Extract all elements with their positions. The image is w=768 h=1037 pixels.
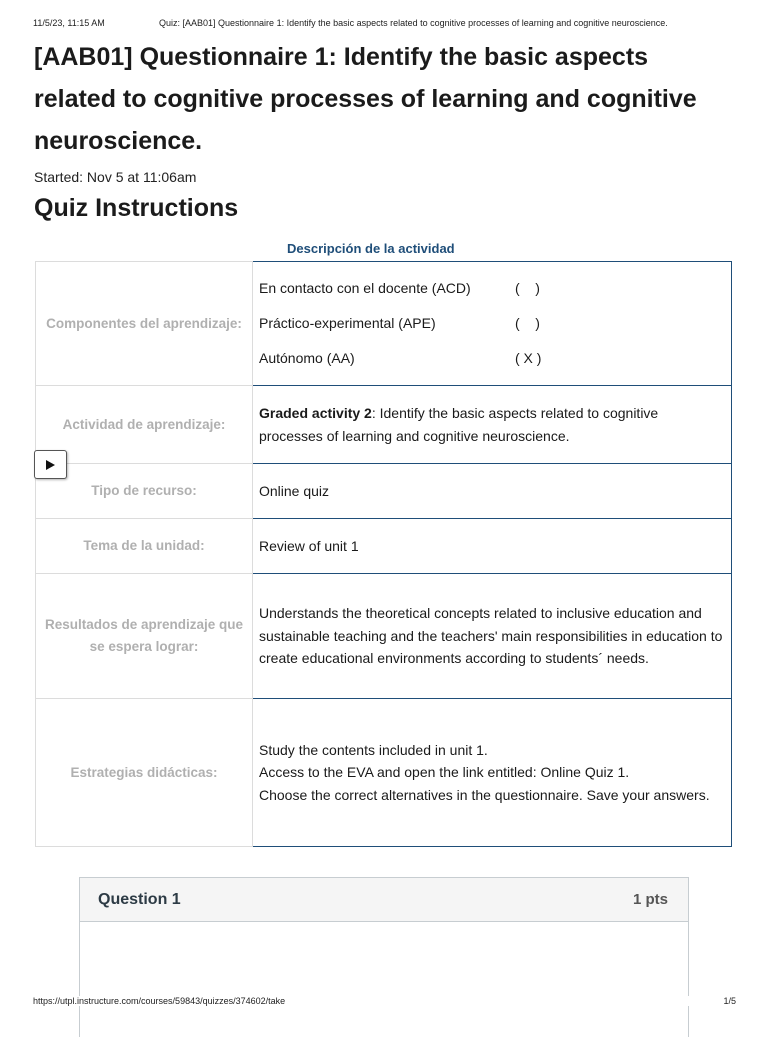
table-row [36,386,732,464]
tipo-value: Online quiz [253,464,732,519]
estrategias-label: Estrategias didácticas: [36,699,253,847]
component-item-mark: ( ) [515,315,540,332]
component-item [259,306,725,341]
actividad-text: : Identify the basic aspects related to cognitive processes of learning and cognitive neuroscience. [259,405,659,444]
print-url: https://utpl.instructure.com/courses/59843/quizzes/374602/take [33,996,286,1006]
strategy-item: Choose the correct alternatives in the questionnaire. Save your answers. [259,786,710,803]
component-item-mark: ( ) [515,280,540,297]
tipo-label: Tipo de recurso: [36,464,253,519]
resultados-value: Understands the theoretical concepts related to inclusive education and sustainable teaching and the teachers' main responsibilities in education to create educational environments according to students´ needs. [253,574,732,699]
component-item-label: En contacto con el docente (ACD) [259,280,471,297]
table-row [36,262,732,386]
actividad-value [253,386,732,464]
strategy-item: Access to the EVA and open the link entitled: Online Quiz 1. [259,764,630,781]
print-doc-title: Quiz: [AAB01] Questionnaire 1: Identify the basic aspects related to cognitive processes of learning and cognitive neuroscience. [159,18,668,28]
strategy-item: Study the contents included in unit 1. [259,741,488,758]
component-item [259,341,725,376]
page-title: [AAB01] Questionnaire 1: Identify the basic aspects related to cognitive processes of learning and cognitive neuroscience. [34,43,697,155]
question-points: 1 pts [632,891,668,908]
question-card [79,877,689,1037]
component-item [259,271,725,306]
component-item-label: Autónomo (AA) [259,350,355,367]
table-row [36,574,732,699]
print-timestamp: 11/5/23, 11:15 AM [33,18,105,28]
instructions-heading: Quiz Instructions [34,194,239,222]
table-row [36,519,732,574]
print-page-number: 1/5 [723,996,736,1006]
componentes-value [253,262,732,386]
tema-value: Review of unit 1 [253,519,732,574]
play-button[interactable] [34,450,67,479]
actividad-bold: Graded activity 2 [259,405,372,421]
component-item-label: Práctico-experimental (APE) [259,315,436,332]
print-footer [33,996,736,1006]
play-icon [46,460,55,470]
table-row [36,464,732,519]
actividad-label: Actividad de aprendizaje: [36,386,253,464]
componentes-label: Componentes del aprendizaje: [36,262,253,386]
table-caption: Descripción de la actividad [287,241,455,256]
print-header [33,18,748,28]
table-row [36,699,732,847]
question-title: Question 1 [98,890,181,908]
estrategias-value [253,699,732,847]
tema-label: Tema de la unidad: [36,519,253,574]
started-time: Started: Nov 5 at 11:06am [34,169,197,185]
question-header [80,878,688,922]
resultados-label: Resultados de aprendizaje que se espera lograr: [36,574,253,699]
component-item-mark: ( X ) [515,350,542,367]
activity-description-table [35,261,732,847]
